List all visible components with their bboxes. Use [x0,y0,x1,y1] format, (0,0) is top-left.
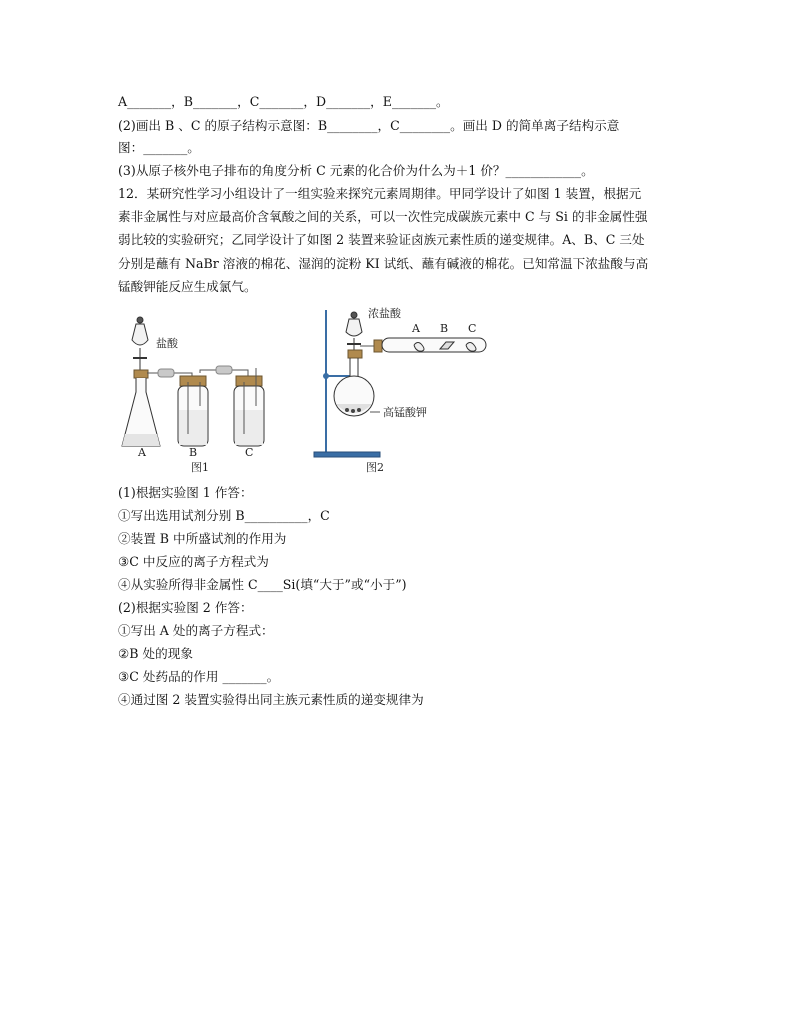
separatory-funnel [132,324,148,345]
part2-item-4: ④通过图 2 装置实验得出同主族元素性质的递变规律为 [118,692,424,707]
q12-para-line-4: 分别是蘸有 NaBr 溶液的棉花、湿润的淀粉 KI 试纸、蘸有碱液的棉花。已知常温下浓盐酸与高 [118,256,649,271]
q11-part2-line: (2)画出 B 、C 的原子结构示意图：B________，C________。画出 D 的简单离子结构示意 [118,118,620,133]
q11-answer-line: A_______，B_______，C_______，D_______，E_______。 [118,94,449,109]
fig2-reagent-label: 高锰酸钾 [383,406,427,419]
part1-item-4: ④从实验所得非金属性 C____Si(填“大于”或“小于”) [118,577,407,592]
fig2-label-b: B [440,322,449,335]
iron-stand-base [314,452,380,457]
fig2-caption: 图2 [366,461,384,474]
part2-heading: (2)根据实验图 2 作答： [118,600,253,615]
part1-heading: (1)根据实验图 1 作答： [118,485,253,500]
part1-item-2: ②装置 B 中所盛试剂的作用为 [118,531,287,546]
q11-part3-line: (3)从原子核外电子排布的角度分析 C 元素的化合价为什么为＋1 价？____________。 [118,163,594,178]
fig1-label-b: B [189,446,198,459]
part2-item-3: ③C 处药品的作用 _______。 [118,669,280,684]
fig1-label-a: A [138,446,146,459]
funnel-stopper [137,317,143,323]
separatory-funnel-2 [346,319,362,336]
fig1-caption: 图1 [191,461,209,474]
q12-para-line-3: 弱比较的实验研究；乙同学设计了如图 2 装置来验证卤族元素性质的递变规律。A、B、C 三处 [118,232,645,247]
bottle-c-stopper [236,376,262,386]
apparatus-figures [118,306,518,476]
fig2-acid-label: 浓盐酸 [368,307,401,320]
figure-1 [122,317,264,446]
fig2-label-a: A [412,322,420,335]
part1-item-1: ①写出选用试剂分别 B__________，C [118,508,330,523]
q12-para-line-2: 素非金属性与对应最高价含氧酸之间的关系，可以一次性完成碳族元素中 C 与 Si 的非金属性强 [118,209,648,224]
bottle-b-stopper [180,376,206,386]
flask-a-stopper [134,370,148,378]
fig2-label-c: C [468,322,477,335]
fig1-acid-label: 盐酸 [156,337,178,350]
part2-item-2: ②B 处的现象 [118,646,193,661]
figure-2 [314,310,486,457]
part1-item-3: ③C 中反应的离子方程式为 [118,554,269,569]
q12-para-line-5: 锰酸钾能反应生成氯气。 [118,279,257,294]
part2-item-1: ①写出 A 处的离子方程式： [118,623,274,638]
q11-part2-cont: 图：_______。 [118,140,200,155]
q12-para-line-1: 12．某研究性学习小组设计了一组实验来探究元素周期律。甲同学设计了如图 1 装置，根据元 [118,186,642,201]
fig1-label-c: C [245,446,254,459]
